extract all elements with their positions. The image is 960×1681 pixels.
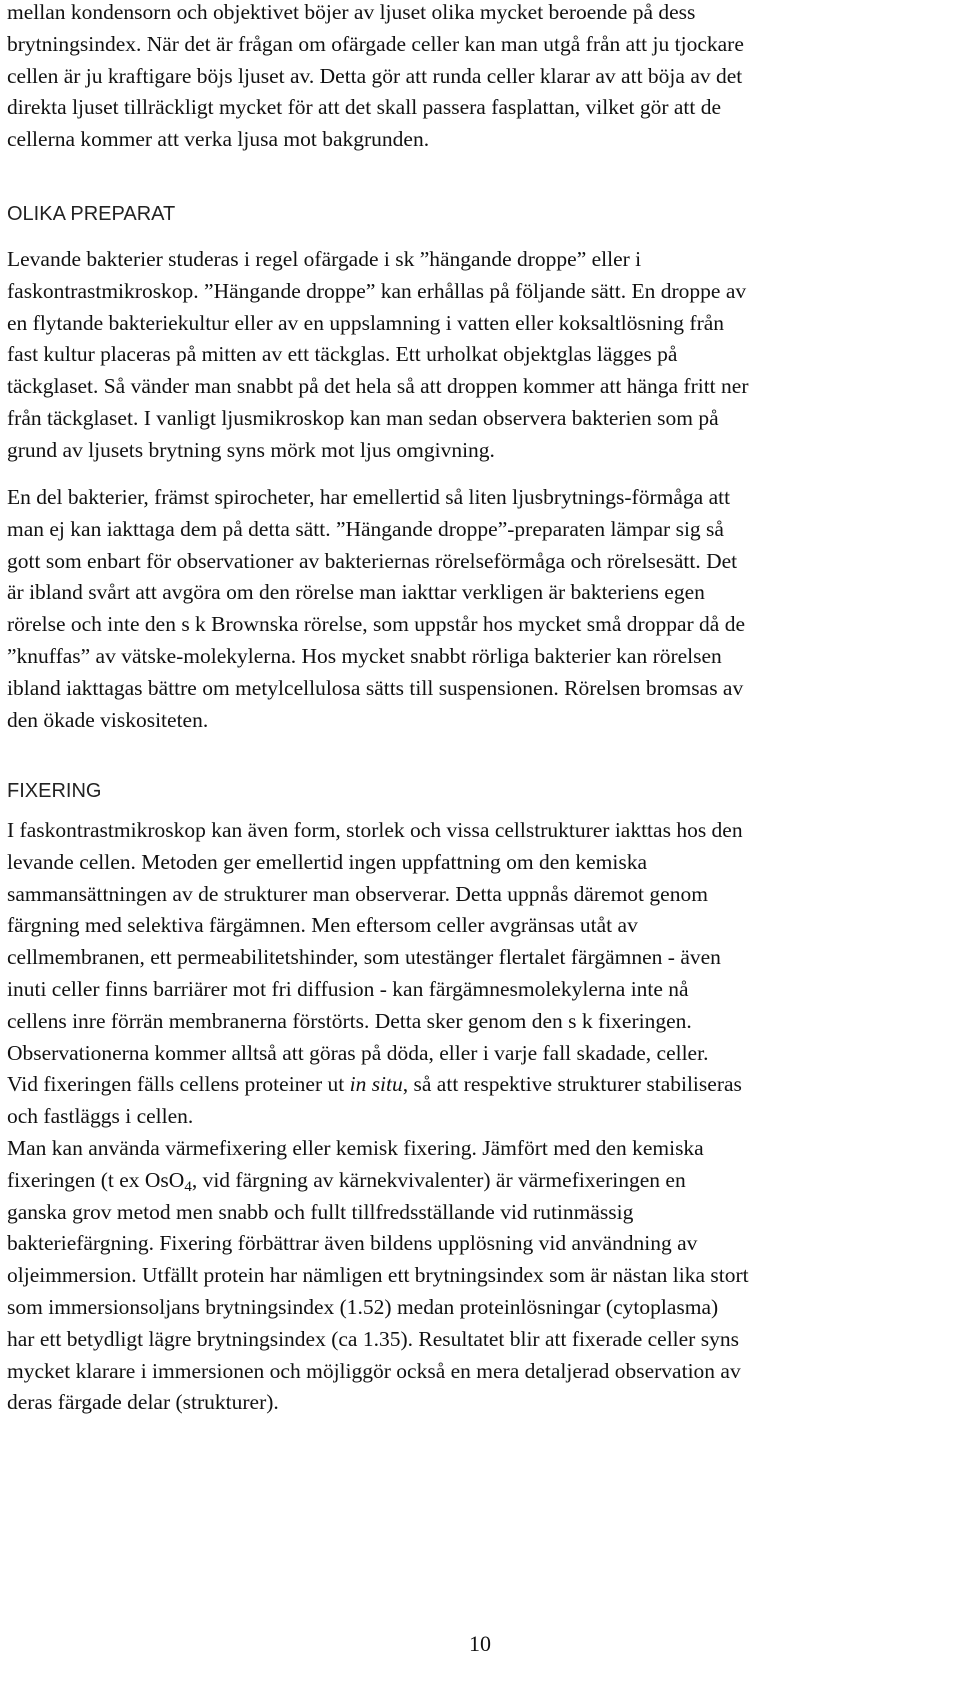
- text-line: deras färgade delar (strukturer).: [7, 1390, 279, 1415]
- text-fragment: , vid färgning av kärnekvivalenter) är värmefixeringen en: [191, 1167, 686, 1192]
- text-line: ganska grov metod men snabb och fullt tillfredsställande vid rutinmässig: [7, 1199, 634, 1224]
- subscript: 4: [184, 1178, 192, 1195]
- text-fragment: , så att respektive strukturer stabiliseras: [402, 1072, 742, 1097]
- text-line: fast kultur placeras på mitten av ett täckglas. Ett urholkat objektglas lägges på: [7, 342, 678, 367]
- text-line: cellens inre förrän membranerna förstörts. Detta sker genom den s k fixeringen.: [7, 1008, 692, 1033]
- fixering-paragraph: [7, 815, 953, 1419]
- text-line: täckglaset. Så vänder man snabbt på det hela så att droppen kommer att hänga fritt ner: [7, 374, 749, 399]
- olika-preparat-paragraph-2: [7, 482, 953, 736]
- section-heading-olika-preparat: OLIKA PREPARAT: [7, 203, 176, 225]
- text-line-in-situ: [7, 1069, 953, 1101]
- text-line: ”knuffas” av vätske-molekylerna. Hos mycket snabbt rörliga bakterier kan rörelsen: [7, 643, 722, 668]
- text-line: ibland iakttagas bättre om metylcellulosa sätts till suspensionen. Rörelsen bromsas av: [7, 675, 744, 700]
- text-line: inuti celler finns barriärer mot fri diffusion - kan färgämnesmolekylerna inte nå: [7, 976, 689, 1001]
- text-line: man ej kan iakttaga dem på detta sätt. ”Hängande droppe”-preparaten lämpar sig så: [7, 516, 724, 541]
- olika-preparat-paragraph-1: [7, 244, 953, 467]
- italic-term: in situ: [349, 1072, 403, 1097]
- text-line: Man kan använda värmefixering eller kemisk fixering. Jämfört med den kemiska: [7, 1135, 704, 1160]
- text-line: cellen är ju kraftigare böjs ljuset av. Detta gör att runda celler klarar av att böja av det: [7, 63, 743, 88]
- text-line: rörelse och inte den s k Brownska rörelse, som uppstår hos mycket små droppar då de: [7, 612, 745, 637]
- text-line: den ökade viskositeten.: [7, 707, 209, 732]
- text-line: oljeimmersion. Utfällt protein har nämligen ett brytningsindex som är nästan lika stort: [7, 1263, 749, 1288]
- text-line: bakteriefärgning. Fixering förbättrar även bildens upplösning vid användning av: [7, 1231, 698, 1256]
- text-line: är ibland svårt att avgöra om den rörelse man iakttar verkligen är bakteriens egen: [7, 580, 705, 605]
- text-line-oso4: [7, 1165, 953, 1197]
- text-line: från täckglaset. I vanligt ljusmikroskop kan man sedan observera bakterien som på: [7, 405, 719, 430]
- text-line: Levande bakterier studeras i regel ofärgade i sk ”hängande droppe” eller i: [7, 247, 642, 271]
- text-line: En del bakterier, främst spirocheter, har emellertid så liten ljusbrytnings-förmåga att: [7, 485, 731, 509]
- text-line: grund av ljusets brytning syns mörk mot ljus omgivning.: [7, 437, 495, 462]
- text-line: Observationerna kommer alltså att göras på döda, eller i varje fall skadade, celler.: [7, 1040, 709, 1065]
- text-line: har ett betydligt lägre brytningsindex (ca 1.35). Resultatet blir att fixerade celler syns: [7, 1326, 739, 1351]
- section-heading-fixering: FIXERING: [7, 780, 102, 802]
- text-fragment: Vid fixeringen fälls cellens proteiner ut: [7, 1072, 350, 1097]
- text-line: sammansättningen av de strukturer man observerar. Detta uppnås däremot genom: [7, 881, 708, 906]
- intro-paragraph: [7, 0, 953, 156]
- text-line: direkta ljuset tillräckligt mycket för att det skall passera fasplattan, vilket gör att de: [7, 95, 722, 120]
- text-line: I faskontrastmikroskop kan även form, storlek och vissa cellstrukturer iakttas hos den: [7, 818, 743, 842]
- text-line: faskontrastmikroskop. ”Hängande droppe” kan erhållas på följande sätt. En droppe av: [7, 278, 747, 303]
- text-line: cellerna kommer att verka ljusa mot bakgrunden.: [7, 127, 430, 152]
- text-line: gott som enbart för observationer av bakteriernas rörelseförmåga och rörelsesätt. Det: [7, 548, 738, 573]
- text-line: brytningsindex. När det är frågan om ofärgade celler kan man utgå från att ju tjockare: [7, 31, 744, 56]
- text-line: mycket klarare i immersionen och möjliggör också en mera detaljerad observation av: [7, 1358, 741, 1383]
- text-line: mellan kondensorn och objektivet böjer av ljuset olika mycket beroende på dess: [7, 0, 696, 24]
- text-line: cellmembranen, ett permeabilitetshinder, som utestänger flertalet färgämnen - även: [7, 945, 721, 970]
- text-line: en flytande bakteriekultur eller av en uppslamning i vatten eller koksaltlösning från: [7, 310, 725, 335]
- page-number: 10: [469, 1631, 491, 1656]
- text-line: som immersionsoljans brytningsindex (1.52) medan proteinlösningar (cytoplasma): [7, 1294, 719, 1319]
- text-line: och fastläggs i cellen.: [7, 1104, 194, 1129]
- text-line: färgning med selektiva färgämnen. Men eftersom celler avgränsas utåt av: [7, 913, 638, 938]
- text-fragment: fixeringen (t ex OsO: [7, 1167, 185, 1192]
- text-line: levande cellen. Metoden ger emellertid ingen uppfattning om den kemiska: [7, 849, 648, 874]
